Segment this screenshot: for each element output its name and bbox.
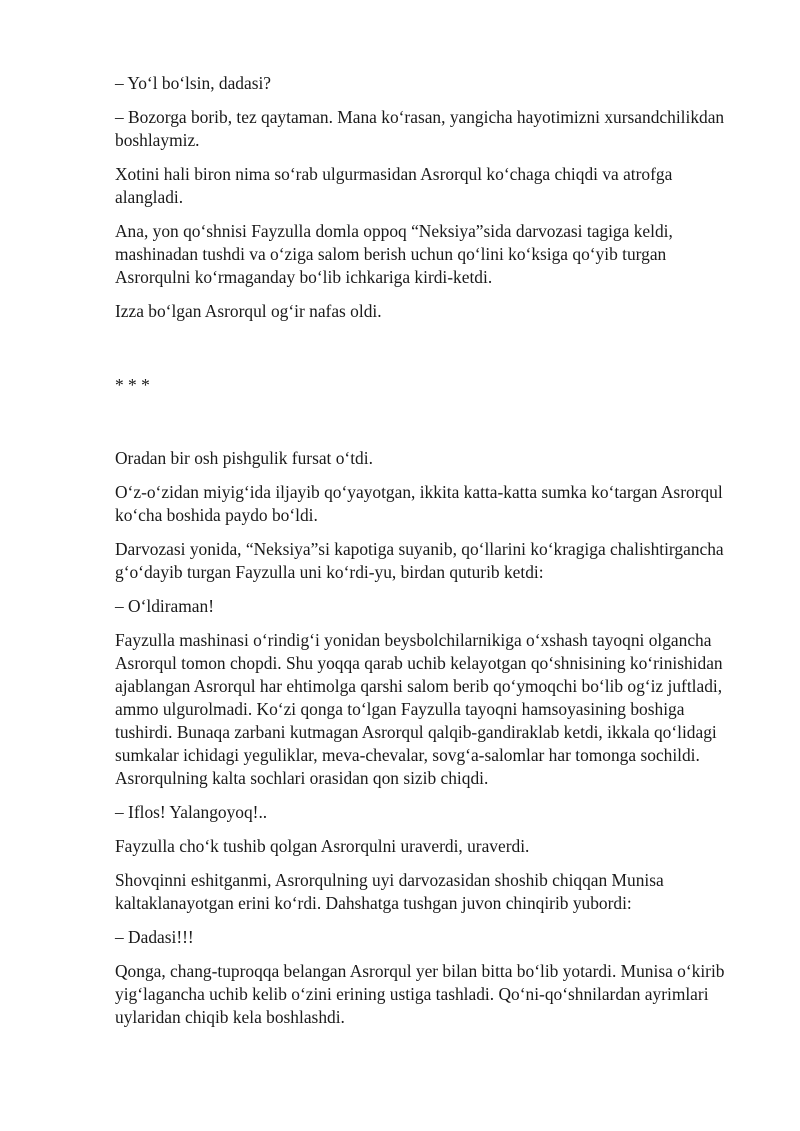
paragraph: – Bozorga borib, tez qaytaman. Mana ko‘rasan, yangicha hayotimizni xursandchilikdan boshlaymiz. [115, 107, 725, 150]
paragraph: Darvozasi yonida, “Neksiya”si kapotiga suyanib, qo‘llarini ko‘kragiga chalishtirgancha g‘o‘dayib turgan Fayzulla uni ko‘rdi-yu, birdan quturib ketdi: [115, 539, 724, 582]
paragraph: O‘z-o‘zidan miyig‘ida iljayib qo‘yayotgan, ikkita katta-katta sumka ko‘targan Asrorqul ko‘cha boshida paydo bo‘ldi. [115, 482, 723, 525]
paragraph: Xotini hali biron nima so‘rab ulgurmasidan Asrorqul ko‘chaga chiqdi va atrofga alangladi. [115, 164, 673, 207]
paragraph: Izza bo‘lgan Asrorqul og‘ir nafas oldi. [115, 301, 382, 321]
paragraph: – Yo‘l bo‘lsin, dadasi? [115, 73, 272, 93]
paragraph: Ana, yon qo‘shnisi Fayzulla domla oppoq “Neksiya”sida darvozasi tagiga keldi, mashinadan tushdi va o‘ziga salom berish uchun qo‘lini ko‘ksiga qo‘yib turgan Asrorqulni ko‘rmaganday bo‘lib ichkariga kirdi-ketdi. [115, 221, 673, 287]
paragraph: Fayzulla cho‘k tushib qolgan Asrorqulni uraverdi, uraverdi. [115, 836, 530, 856]
section-separator: * * * [115, 375, 150, 395]
paragraph: Shovqinni eshitganmi, Asrorqulning uyi darvozasidan shoshib chiqqan Munisa kaltaklanayotgan erini ko‘rdi. Dahshatga tushgan juvon chinqirib yubordi: [115, 870, 664, 913]
paragraph: Fayzulla mashinasi o‘rindig‘i yonidan beysbolchilarnikiga o‘xshash tayoqni olgancha Asrorqul tomon chopdi. Shu yoqqa qarab uchib kelayotgan qo‘shnisining ko‘rinishidan ajablangan Asrorqul har ehtimolga qarshi salom berib qo‘ymoqchi bo‘lib og‘iz juftladi, ammo ulgurolmadi. Ko‘zi qonga to‘lgan Fayzulla tayoqni hamsoyasining boshiga tushirdi. Bunaqa zarbani kutmagan Asrorqul qalqib-gandiraklab ketdi, ikkala qo‘lidagi sumkalar ichidagi yeguliklar, meva-chevalar, sovg‘a-salomlar har tomonga sochildi. Asrorqulning kalta sochlari orasidan qon sizib chiqdi. [115, 630, 723, 788]
paragraph: – O‘ldiraman! [115, 596, 214, 616]
paragraph: – Dadasi!!! [115, 927, 194, 947]
paragraph: Oradan bir osh pishgulik fursat o‘tdi. [115, 448, 373, 468]
paragraph: – Iflos! Yalangoyoq!.. [115, 802, 268, 822]
paragraph: Qonga, chang-tuproqqa belangan Asrorqul yer bilan bitta bo‘lib yotardi. Munisa o‘kirib yig‘lagancha uchib kelib o‘zini erining ustiga tashladi. Qo‘ni-qo‘shnilardan ayrimlari uylaridan chiqib kela boshlashdi. [115, 961, 725, 1027]
document-page [115, 72, 735, 1040]
